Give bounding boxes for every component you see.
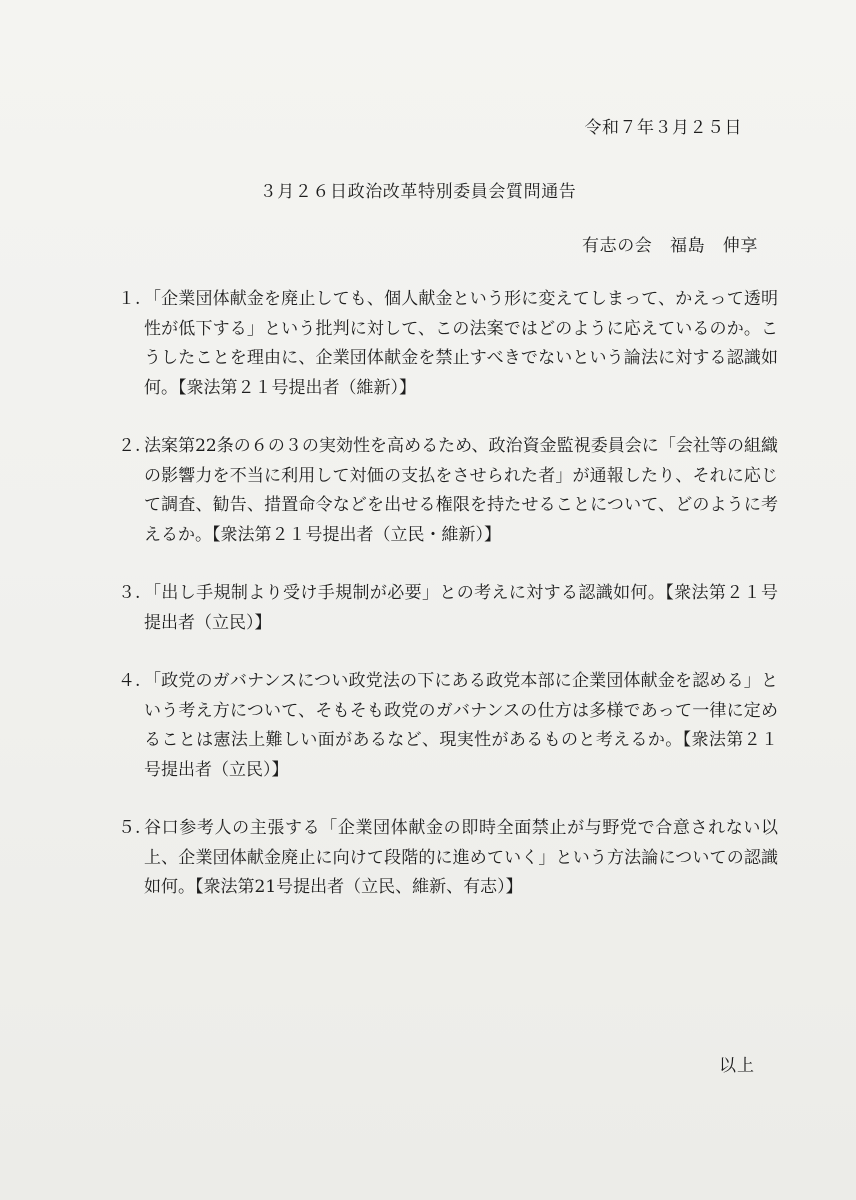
question-item-4	[118, 667, 778, 785]
question-number: １.	[118, 289, 141, 309]
question-text: 「政党のガバナンスについ政党法の下にある政党本部に企業団体献金を認める」という考え方について、そもそも政党のガバナンスの仕方は多様であって一律に定めることは憲法上難しい面があるなど、現実性があるものと考えるか。【衆法第２１号提出者（立民）】	[144, 671, 778, 780]
closing-text: 以上	[719, 1056, 755, 1076]
question-number: ５.	[118, 818, 141, 838]
question-text: 谷口参考人の主張する「企業団体献金の即時全面禁止が与野党で合意されない以上、企業団体献金廃止に向けて段階的に進めていく」という方法論についての認識如何。【衆法第21号提出者（立民、維新、有志）】	[144, 818, 778, 897]
document-author: 有志の会 福島 伸享	[582, 236, 758, 256]
question-item-2	[118, 432, 778, 550]
question-number: ３.	[118, 583, 141, 603]
question-item-1	[118, 285, 778, 403]
question-item-5	[118, 814, 778, 903]
question-text: 「企業団体献金を廃止しても、個人献金という形に変えてしまって、かえって透明性が低下する」という批判に対して、この法案ではどのように応えているのか。こうしたことを理由に、企業団体献金を禁止すべきでないという論法に対する認識如何。【衆法第２１号提出者（維新）】	[144, 289, 778, 398]
question-list	[118, 285, 778, 932]
document-title: ３月２６日政治改革特別委員会質問通告	[259, 182, 577, 202]
document-date: 令和７年３月２５日	[584, 118, 742, 138]
question-text: 法案第22条の６の３の実効性を高めるため、政治資金監視委員会に「会社等の組織の影響力を不当に利用して対価の支払をさせられた者」が通報したり、それに応じて調査、勧告、措置命令などを出せる権限を持たせることについて、どのように考えるか。【衆法第２１号提出者（立民・維新）】	[144, 436, 778, 545]
question-item-3	[118, 579, 778, 638]
question-number: ４.	[118, 671, 141, 691]
question-number: ２.	[118, 436, 141, 456]
question-text: 「出し手規制より受け手規制が必要」との考えに対する認識如何。【衆法第２１号提出者（立民）】	[144, 583, 778, 633]
